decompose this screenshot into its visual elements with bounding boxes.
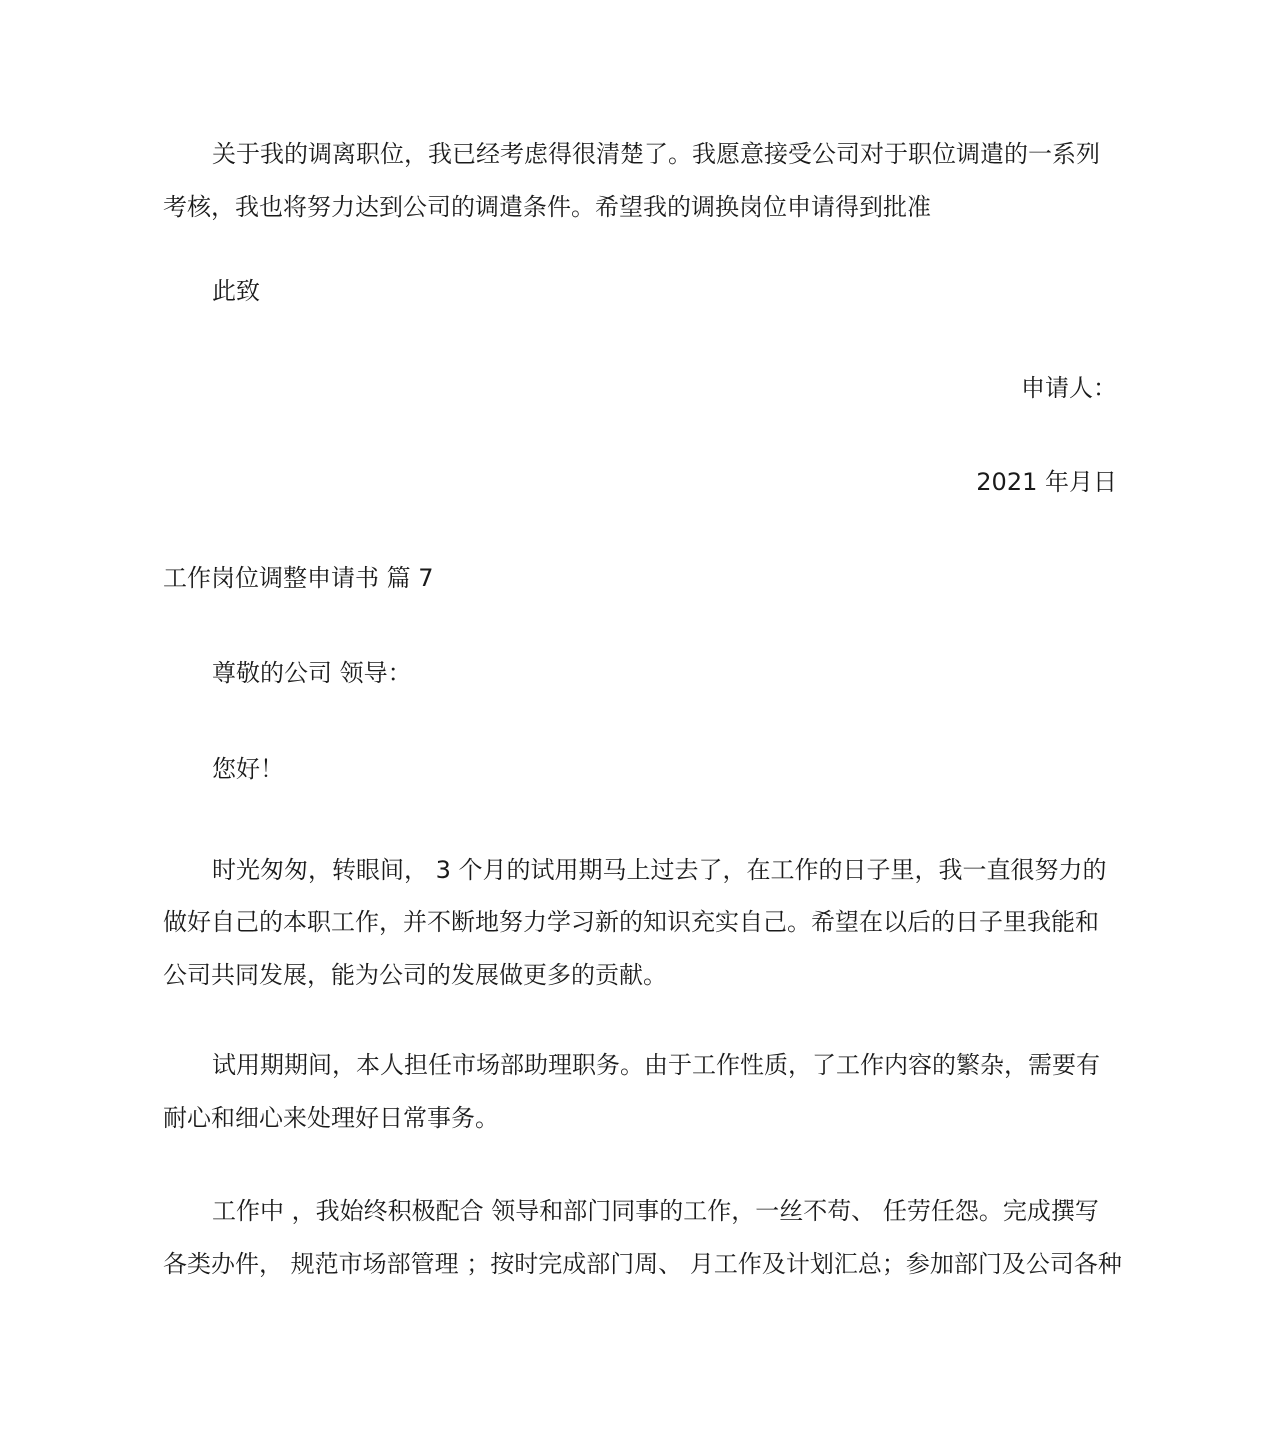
closing-text: 此致 (212, 277, 260, 305)
greeting: 您好！ (212, 755, 284, 783)
applicant-label: 申请人： (1021, 374, 1117, 402)
salutation: 尊敬的公司 领导： (212, 659, 412, 687)
paragraph-4-line-1: 工作中 ，我始终积极配合 领导和部门同事的工作，一丝不苟、 任劳任怨。完成撰写 (212, 1197, 1099, 1225)
paragraph-2-line-1: 时光匆匆，转眼间， 3 个月的试用期马上过去了，在工作的日子里，我一直很努力的 (212, 856, 1107, 884)
paragraph-2-line-3: 公司共同发展，能为公司的发展做更多的贡献。 (163, 961, 667, 989)
paragraph-3-line-2: 耐心和细心来处理好日常事务。 (163, 1104, 499, 1132)
paragraph-1-line-1: 关于我的调离职位，我已经考虑得很清楚了。我愿意接受公司对于职位调遣的一系列 (212, 140, 1100, 168)
paragraph-2-line-2: 做好自己的本职工作，并不断地努力学习新的知识充实自己。希望在以后的日子里我能和 (163, 908, 1099, 936)
paragraph-4-line-2: 各类办件， 规范市场部管理 ；按时完成部门周、 月工作及计划汇总；参加部门及公司各种 (163, 1250, 1122, 1278)
section-title: 工作岗位调整申请书 篇 7 (163, 564, 434, 592)
paragraph-3-line-1: 试用期期间，本人担任市场部助理职务。由于工作性质，了工作内容的繁杂，需要有 (212, 1051, 1100, 1079)
date-line: 2021 年月日 (976, 468, 1117, 496)
paragraph-1-line-2: 考核，我也将努力达到公司的调遣条件。希望我的调换岗位申请得到批准 (163, 193, 931, 221)
